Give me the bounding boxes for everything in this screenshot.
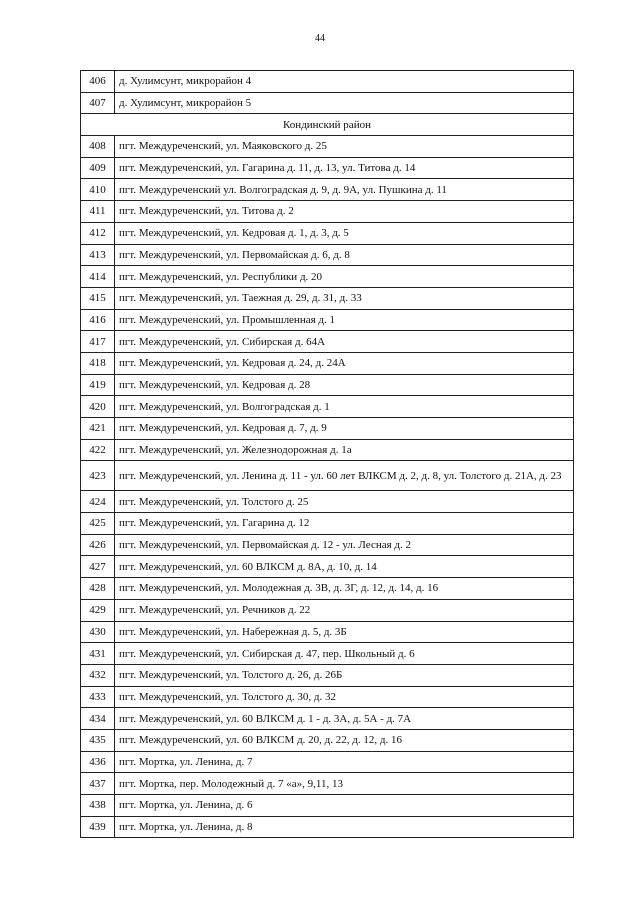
table-row — [81, 396, 574, 418]
row-address: пгт. Междуреченский, ул. Сибирская д. 47, пер. Школьный д. 6 — [115, 643, 574, 665]
row-address: пгт. Междуреченский, ул. Промышленная д. 1 — [115, 309, 574, 331]
row-number: 406 — [81, 71, 115, 93]
row-address: пгт. Междуреченский, ул. Волгоградская д. 1 — [115, 396, 574, 418]
table-row — [81, 729, 574, 751]
table-row — [81, 309, 574, 331]
table-row — [81, 664, 574, 686]
row-address: пгт. Междуреченский, ул. Ленина д. 11 - ул. 60 лет ВЛКСМ д. 2, д. 8, ул. Толстого д. 21А, д. 23 — [115, 461, 574, 491]
row-address: пгт. Мортка, ул. Ленина, д. 7 — [115, 751, 574, 773]
row-address: пгт. Междуреченский, ул. 60 ВЛКСМ д. 20, д. 22, д. 12, д. 16 — [115, 729, 574, 751]
table-row — [81, 816, 574, 838]
table-row — [81, 136, 574, 158]
table-row — [81, 352, 574, 374]
row-number: 411 — [81, 201, 115, 223]
row-address: пгт. Междуреченский, ул. Кедровая д. 1, д. 3, д. 5 — [115, 222, 574, 244]
row-address: пгт. Междуреченский, ул. Гагарина д. 11, д. 13, ул. Титова д. 14 — [115, 157, 574, 179]
row-number: 422 — [81, 439, 115, 461]
row-number: 428 — [81, 578, 115, 600]
row-number: 437 — [81, 773, 115, 795]
table-row — [81, 599, 574, 621]
row-number: 417 — [81, 331, 115, 353]
row-number: 426 — [81, 534, 115, 556]
row-address: пгт. Междуреченский, ул. Кедровая д. 24, д. 24А — [115, 352, 574, 374]
row-address: д. Хулимсунт, микрорайон 5 — [115, 92, 574, 114]
row-address: пгт. Междуреченский, ул. 60 ВЛКСМ д. 1 - д. 3А, д. 5А - д. 7А — [115, 708, 574, 730]
row-number: 423 — [81, 461, 115, 491]
table-row — [81, 71, 574, 93]
row-number: 414 — [81, 266, 115, 288]
table-body-main — [81, 136, 574, 838]
row-address: пгт. Междуреченский, ул. Первомайская д. 12 - ул. Лесная д. 2 — [115, 534, 574, 556]
section-title: Кондинский район — [81, 114, 574, 136]
row-address: пгт. Мортка, ул. Ленина, д. 6 — [115, 795, 574, 817]
table-row — [81, 287, 574, 309]
table-row — [81, 578, 574, 600]
table-row — [81, 686, 574, 708]
row-number: 416 — [81, 309, 115, 331]
row-address: пгт. Междуреченский, ул. Таежная д. 29, д. 31, д. 33 — [115, 287, 574, 309]
row-address: д. Хулимсунт, микрорайон 4 — [115, 71, 574, 93]
row-address: пгт. Междуреченский, ул. Набережная д. 5, д. 3Б — [115, 621, 574, 643]
row-number: 435 — [81, 729, 115, 751]
table-row — [81, 439, 574, 461]
row-number: 425 — [81, 513, 115, 535]
table-row — [81, 643, 574, 665]
row-number: 432 — [81, 664, 115, 686]
table-row — [81, 244, 574, 266]
table-row — [81, 556, 574, 578]
row-address: пгт. Мортка, ул. Ленина, д. 8 — [115, 816, 574, 838]
row-address: пгт. Междуреченский, ул. Толстого д. 26, д. 26Б — [115, 664, 574, 686]
table-row — [81, 222, 574, 244]
row-number: 424 — [81, 491, 115, 513]
row-number: 439 — [81, 816, 115, 838]
row-address: пгт. Междуреченский, ул. Гагарина д. 12 — [115, 513, 574, 535]
row-address: пгт. Междуреченский, ул. Первомайская д. 6, д. 8 — [115, 244, 574, 266]
row-address: пгт. Междуреченский, ул. 60 ВЛКСМ д. 8А, д. 10, д. 14 — [115, 556, 574, 578]
table-row — [81, 266, 574, 288]
row-number: 418 — [81, 352, 115, 374]
table-row — [81, 751, 574, 773]
row-address: пгт. Междуреченский, ул. Сибирская д. 64А — [115, 331, 574, 353]
row-address: пгт. Междуреченский, ул. Речников д. 22 — [115, 599, 574, 621]
table-row — [81, 621, 574, 643]
row-number: 430 — [81, 621, 115, 643]
row-address: пгт. Междуреченский, ул. Молодежная д. 3В, д. 3Г, д. 12, д. 14, д. 16 — [115, 578, 574, 600]
table-body-top — [81, 71, 574, 114]
table-row — [81, 534, 574, 556]
table-row — [81, 157, 574, 179]
row-number: 419 — [81, 374, 115, 396]
address-table — [80, 70, 574, 838]
row-address: пгт. Междуреченский, ул. Железнодорожная д. 1а — [115, 439, 574, 461]
table-row — [81, 374, 574, 396]
row-number: 407 — [81, 92, 115, 114]
row-number: 413 — [81, 244, 115, 266]
row-address: пгт. Междуреченский, ул. Кедровая д. 28 — [115, 374, 574, 396]
section-header-body — [81, 114, 574, 136]
row-address: пгт. Междуреченский, ул. Толстого д. 30, д. 32 — [115, 686, 574, 708]
table-row — [81, 92, 574, 114]
row-number: 429 — [81, 599, 115, 621]
row-number: 438 — [81, 795, 115, 817]
table-row — [81, 795, 574, 817]
row-number: 412 — [81, 222, 115, 244]
row-address: пгт. Междуреченский, ул. Республики д. 20 — [115, 266, 574, 288]
row-number: 409 — [81, 157, 115, 179]
row-address: пгт. Междуреченский, ул. Толстого д. 25 — [115, 491, 574, 513]
row-address: пгт. Междуреченский ул. Волгоградская д. 9, д. 9А, ул. Пушкина д. 11 — [115, 179, 574, 201]
table-row — [81, 708, 574, 730]
table-row — [81, 773, 574, 795]
row-number: 431 — [81, 643, 115, 665]
row-number: 408 — [81, 136, 115, 158]
table-row — [81, 201, 574, 223]
row-number: 433 — [81, 686, 115, 708]
page-number: 44 — [315, 33, 325, 44]
row-number: 427 — [81, 556, 115, 578]
table-row — [81, 461, 574, 491]
row-address: пгт. Междуреченский, ул. Маяковского д. 25 — [115, 136, 574, 158]
row-number: 436 — [81, 751, 115, 773]
row-address: пгт. Мортка, пер. Молодежный д. 7 «а», 9,11, 13 — [115, 773, 574, 795]
row-address: пгт. Междуреченский, ул. Титова д. 2 — [115, 201, 574, 223]
table-row — [81, 491, 574, 513]
row-address: пгт. Междуреченский, ул. Кедровая д. 7, д. 9 — [115, 418, 574, 440]
row-number: 420 — [81, 396, 115, 418]
row-number: 410 — [81, 179, 115, 201]
row-number: 434 — [81, 708, 115, 730]
section-header-row — [81, 114, 574, 136]
row-number: 421 — [81, 418, 115, 440]
table-row — [81, 418, 574, 440]
table-row — [81, 513, 574, 535]
row-number: 415 — [81, 287, 115, 309]
table-row — [81, 331, 574, 353]
table-row — [81, 179, 574, 201]
